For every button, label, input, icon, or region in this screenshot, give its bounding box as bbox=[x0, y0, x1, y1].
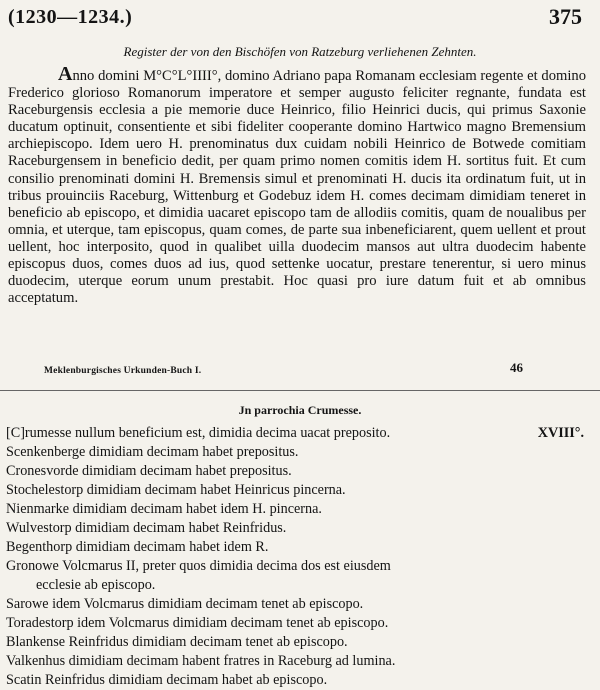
main-paragraph bbox=[8, 63, 586, 307]
drop-cap: A bbox=[58, 63, 73, 85]
section-divider bbox=[0, 390, 600, 391]
entry-list bbox=[6, 424, 596, 690]
list-item: Sarowe idem Volcmarus dimidiam decimam tenet ab episcopo. bbox=[6, 596, 364, 612]
list-item: Wulvestorp dimidiam decimam habet Reinfridus. bbox=[6, 520, 287, 536]
list-item: Scenkenberge dimidiam decimam habet prepositus. bbox=[6, 444, 299, 460]
register-title: Register der von den Bischöfen von Ratzeburg verliehenen Zehnten. bbox=[123, 44, 477, 59]
list-item: Cronesvorde dimidiam decimam habet prepositus. bbox=[6, 463, 292, 479]
list-item-continuation: ecclesie ab episcopo. bbox=[36, 577, 156, 593]
header-year-range: (1230—1234.) bbox=[8, 6, 133, 28]
list-item: [C]rumesse nullum beneficium est, dimidia decima uacat preposito. bbox=[6, 425, 391, 441]
list-item: Toradestorp idem Volcmarus dimidiam decimam tenet ab episcopo. bbox=[6, 615, 389, 631]
page-number: 375 bbox=[549, 4, 582, 29]
list-item: Begenthorp dimidiam decimam habet idem R. bbox=[6, 539, 269, 555]
footer-source: Meklenburgisches Urkunden-Buch I. bbox=[44, 366, 202, 376]
list-item: Valkenhus dimidiam decimam habent fratres in Raceburg ad lumina. bbox=[6, 653, 396, 669]
list-item: Gronowe Volcmarus II, preter quos dimidia decima dos est eiusdem bbox=[6, 558, 391, 574]
main-paragraph-text: nno domini M°C°L°IIII°, domino Adriano papa Romanam ecclesiam regente et domino Frederico glorioso Romanorum imperatore et semper augusto feliciter regnante, fundata est Raceburgensis ecclesia a pie memorie duce Heinrico, filio Heinrici ducis, qui primus Saxonie ducatum optinuit, consentiente et sibi fideliter cooperante domino Hartwico magno Bremensium archiepiscopo. Idem uero H. prenominatus dux cuidam nobili Heinrico de Botwede comitiam Raceburgensem in beneficio dedit, per quam primo nomen comitis idem H. sortitus fuit. Et cum consilio prenominati domini H. Bremensis simul et prenominati H. ducis ita ordinatum fuit, ut in tribus prouinciis Raceburg, Wittenburg et Godebuz idem H. comes decimam dimidiam teneret in beneficio ab episcopo, et dimidia uacaret episcopo tam de allodiis comitis, quam de noualibus per omnia, et uterque, tam episcopus, quam comes, de parte sua inbeneficiarent, quem uellent et prout uellent, hoc interposito, quod in qualibet uilla duodecim mansos aut ultra duodecim habente episcopus duos, comes duos ad ius, quod settenke uocatur, prestare tenerentur, si uero minus duodecim, uterque eorum unum prestabit. Hoc quasi pro iure datum fuit et ab omnibus acceptatum. bbox=[8, 68, 586, 307]
list-item: Stochelestorp dimidiam decimam habet Heinricus pincerna. bbox=[6, 482, 346, 498]
list-item: Scatin Reinfridus dimidiam decimam habet ab episcopo. bbox=[6, 672, 328, 688]
footer-signature: 46 bbox=[510, 360, 523, 375]
list-item: Nienmarke dimidiam decimam habet idem H. pincerna. bbox=[6, 501, 322, 517]
marginal-number: XVIII°. bbox=[537, 425, 584, 441]
list-item: Blankense Reinfridus dimidiam decimam tenet ab episcopo. bbox=[6, 634, 348, 650]
section-title: Jn parrochia Crumesse. bbox=[238, 403, 362, 417]
